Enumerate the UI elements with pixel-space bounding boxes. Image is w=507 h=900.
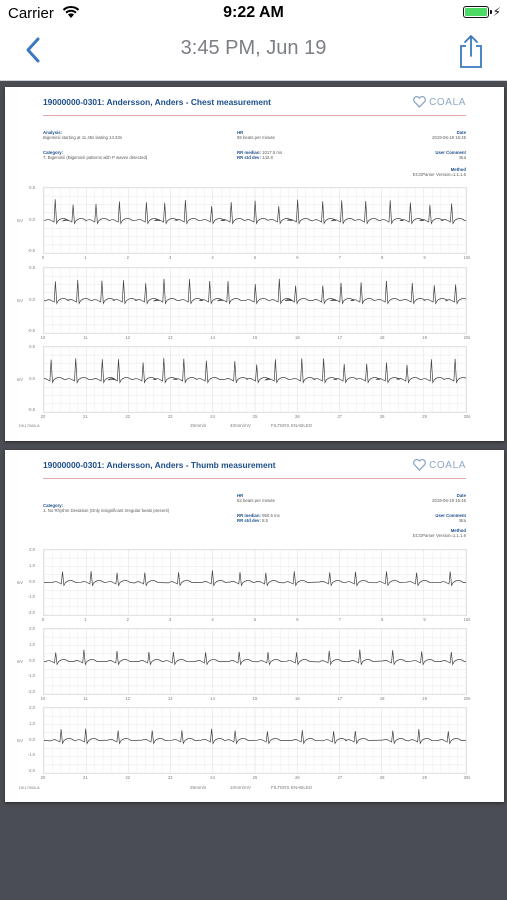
y-tick-label: 0.5 <box>29 185 35 190</box>
x-tick-label: 6 <box>296 617 299 622</box>
x-tick-label: 21 <box>83 775 88 780</box>
x-tick-label: 22 <box>125 775 131 780</box>
comment-field: User Comment Bra <box>435 150 466 161</box>
x-tick-label: 30s <box>463 775 471 780</box>
x-tick-label: 5 <box>253 617 257 622</box>
y-tick-label: 0.0 <box>29 216 35 222</box>
x-tick-labels <box>40 335 471 341</box>
x-tick-label: 12 <box>125 335 131 340</box>
y-tick-label: 2.0 <box>29 626 35 631</box>
x-tick-label: 0 <box>41 255 45 260</box>
logo-text: COALA <box>429 459 466 471</box>
report-page-thumb[interactable] <box>5 450 504 802</box>
rr-field: RR median: 960.5 ms RR std dev: 8.5 <box>237 513 280 524</box>
x-tick-label: 27 <box>337 414 343 419</box>
y-tick-label: -0.5 <box>27 407 35 412</box>
x-tick-label: 24 <box>210 414 215 419</box>
y-unit-label: mV <box>16 217 23 223</box>
y-tick-label: 0.0 <box>29 736 35 742</box>
x-tick-label: 26 <box>295 414 300 419</box>
x-tick-labels <box>43 617 471 623</box>
report-page-chest[interactable] <box>5 87 504 441</box>
y-unit-label: mV <box>16 376 23 382</box>
x-tick-label: 24 <box>210 775 215 780</box>
x-tick-label: 19 <box>422 696 427 701</box>
x-tick-labels <box>43 255 471 261</box>
x-tick-labels <box>40 414 471 420</box>
y-tick-label: -0.5 <box>27 328 35 333</box>
x-tick-label: 4 <box>211 617 214 622</box>
x-tick-label: 20 <box>40 414 46 419</box>
x-tick-label: 8 <box>381 255 384 260</box>
y-unit-label: mV <box>16 658 23 664</box>
x-tick-label: 11 <box>83 335 88 340</box>
ecg-strip-1 <box>43 187 467 254</box>
x-tick-label: 27 <box>337 775 343 780</box>
x-tick-label: 22 <box>125 414 131 419</box>
hr-field: HR 62 beats per minute <box>237 493 275 504</box>
footer-code: DK17066-A <box>19 785 40 790</box>
x-tick-label: 1 <box>84 255 87 260</box>
status-bar <box>0 0 507 26</box>
bolt-icon: ⚡ <box>492 5 501 19</box>
divider <box>43 478 466 479</box>
carrier-label: Carrier <box>8 5 54 22</box>
footer-filters: FILTERS ENABLED <box>271 785 313 790</box>
y-unit-label: mV <box>16 737 23 743</box>
x-tick-label: 16 <box>295 335 300 340</box>
y-tick-label: -2.0 <box>27 610 35 615</box>
x-tick-label: 11 <box>83 696 88 701</box>
battery-icon <box>463 6 489 18</box>
x-tick-label: 12 <box>125 696 131 701</box>
date-field: Date 2019-06-19 15:45 <box>432 493 466 504</box>
y-unit-label: mV <box>16 579 23 585</box>
x-tick-label: 17 <box>337 696 343 701</box>
x-tick-label: 3 <box>169 255 172 260</box>
y-tick-label: 0.0 <box>29 657 35 663</box>
y-tick-label: -2.0 <box>27 689 35 694</box>
x-tick-label: 26 <box>295 775 300 780</box>
x-tick-label: 14 <box>210 335 215 340</box>
x-tick-label: 7 <box>338 617 341 622</box>
x-tick-label: 13 <box>167 696 173 701</box>
x-tick-label: 30s <box>463 414 471 419</box>
footer-speed: 25mm/s <box>190 423 207 428</box>
y-tick-label: 2.0 <box>29 547 35 552</box>
x-tick-label: 3 <box>169 617 172 622</box>
y-tick-label: 0.5 <box>29 265 35 270</box>
x-tick-label: 19 <box>422 335 427 340</box>
comment-field: User Comment Bra <box>435 513 466 524</box>
x-tick-label: 10s <box>463 617 471 622</box>
y-tick-label: 2.0 <box>29 705 35 710</box>
coala-logo <box>413 458 466 472</box>
y-unit-label: mV <box>16 297 23 303</box>
hr-field: HR 59 beats per minute <box>237 130 275 141</box>
x-tick-label: 17 <box>337 335 343 340</box>
y-tick-label: 0.5 <box>29 344 35 349</box>
x-tick-label: 18 <box>379 696 385 701</box>
y-tick-label: 0.0 <box>29 375 35 381</box>
y-tick-label: -2.0 <box>27 768 35 773</box>
x-tick-label: 23 <box>167 775 173 780</box>
x-tick-label: 20 <box>40 775 46 780</box>
ecg-strip-3 <box>43 707 467 774</box>
x-tick-label: 2 <box>126 255 129 260</box>
footer-gain: 40mm/mV <box>230 423 251 428</box>
share-icon[interactable] <box>457 33 485 69</box>
footer-gain: 10mm/mV <box>230 785 251 790</box>
x-tick-label: 10 <box>40 696 46 701</box>
y-tick-label: -1.0 <box>27 594 35 600</box>
date-field: Date 2019-06-19 15:45 <box>432 130 466 141</box>
rr-field: RR median: 1017.5 ms RR std dev: 142.8 <box>237 150 283 161</box>
x-tick-label: 4 <box>211 255 214 260</box>
x-tick-label: 10 <box>40 335 46 340</box>
logo-text: COALA <box>429 96 466 108</box>
footer-code: DK17066-A <box>19 423 40 428</box>
coala-logo <box>413 95 466 109</box>
ecg-strip-2 <box>43 267 467 334</box>
ecg-strip-1 <box>43 549 467 616</box>
x-tick-label: 25 <box>252 414 258 419</box>
x-tick-label: 0 <box>41 617 45 622</box>
footer-filters: FILTERS ENABLED <box>271 423 313 428</box>
ecg-strip-2 <box>43 628 467 695</box>
x-tick-label: 2 <box>126 617 129 622</box>
y-tick-label: -1.0 <box>27 752 35 758</box>
page-title: 3:45 PM, Jun 19 <box>180 37 327 59</box>
x-tick-label: 5 <box>253 255 257 260</box>
x-tick-label: 29 <box>422 775 427 780</box>
x-tick-label: 15 <box>252 335 258 340</box>
status-time: 9:22 AM <box>223 4 284 21</box>
x-tick-label: 9 <box>423 617 426 622</box>
x-tick-label: 7 <box>338 255 341 260</box>
y-tick-label: 0.0 <box>29 578 35 584</box>
y-tick-label: 1.0 <box>29 641 35 647</box>
report-title: 19000000-0301: Andersson, Anders - Thumb measurement <box>43 460 276 470</box>
x-tick-labels <box>40 775 471 781</box>
y-tick-label: -1.0 <box>27 673 35 679</box>
x-tick-label: 14 <box>210 696 215 701</box>
x-tick-label: 15 <box>252 696 258 701</box>
method-field: Method ECGParser Version=1.1.1.6 <box>412 167 466 178</box>
x-tick-label: 6 <box>296 255 299 260</box>
x-tick-label: 28 <box>379 414 385 419</box>
report-title: 19000000-0301: Andersson, Anders - Chest measurement <box>43 97 271 107</box>
x-tick-label: 25 <box>252 775 258 780</box>
ecg-strip-3 <box>43 346 467 413</box>
navigation-bar <box>0 26 507 81</box>
category-field: Category: 7. Bigeminii (Bigeminii patterns with P waves detected) <box>43 150 148 161</box>
heart-logo-icon <box>413 459 426 471</box>
y-tick-label: 1.0 <box>29 562 35 568</box>
x-tick-label: 29 <box>422 414 427 419</box>
x-tick-labels <box>40 696 471 702</box>
x-tick-label: 18 <box>379 335 385 340</box>
x-tick-label: 13 <box>167 335 173 340</box>
category-field: Category: 1. No Rhythm Deviation (Only insignificant irregular beats present) <box>43 503 170 514</box>
y-tick-label: 1.0 <box>29 720 35 726</box>
y-tick-label: -0.5 <box>27 248 35 253</box>
x-tick-label: 21 <box>83 414 88 419</box>
method-field: Method ECGParser Version=1.1.1.6 <box>412 528 466 539</box>
analysis-field: Analysis: Bigeminii starting at 11.45s lasting 14.33s <box>43 130 122 141</box>
x-tick-label: 20s <box>463 335 471 340</box>
x-tick-label: 28 <box>379 775 385 780</box>
x-tick-label: 1 <box>84 617 87 622</box>
y-tick-label: 0.0 <box>29 296 35 302</box>
x-tick-label: 9 <box>423 255 426 260</box>
heart-logo-icon <box>413 96 426 108</box>
x-tick-label: 20s <box>463 696 471 701</box>
x-tick-label: 23 <box>167 414 173 419</box>
divider <box>43 115 466 116</box>
x-tick-label: 8 <box>381 617 384 622</box>
footer-speed: 25mm/s <box>190 785 207 790</box>
x-tick-label: 16 <box>295 696 300 701</box>
x-tick-label: 10s <box>463 255 471 260</box>
